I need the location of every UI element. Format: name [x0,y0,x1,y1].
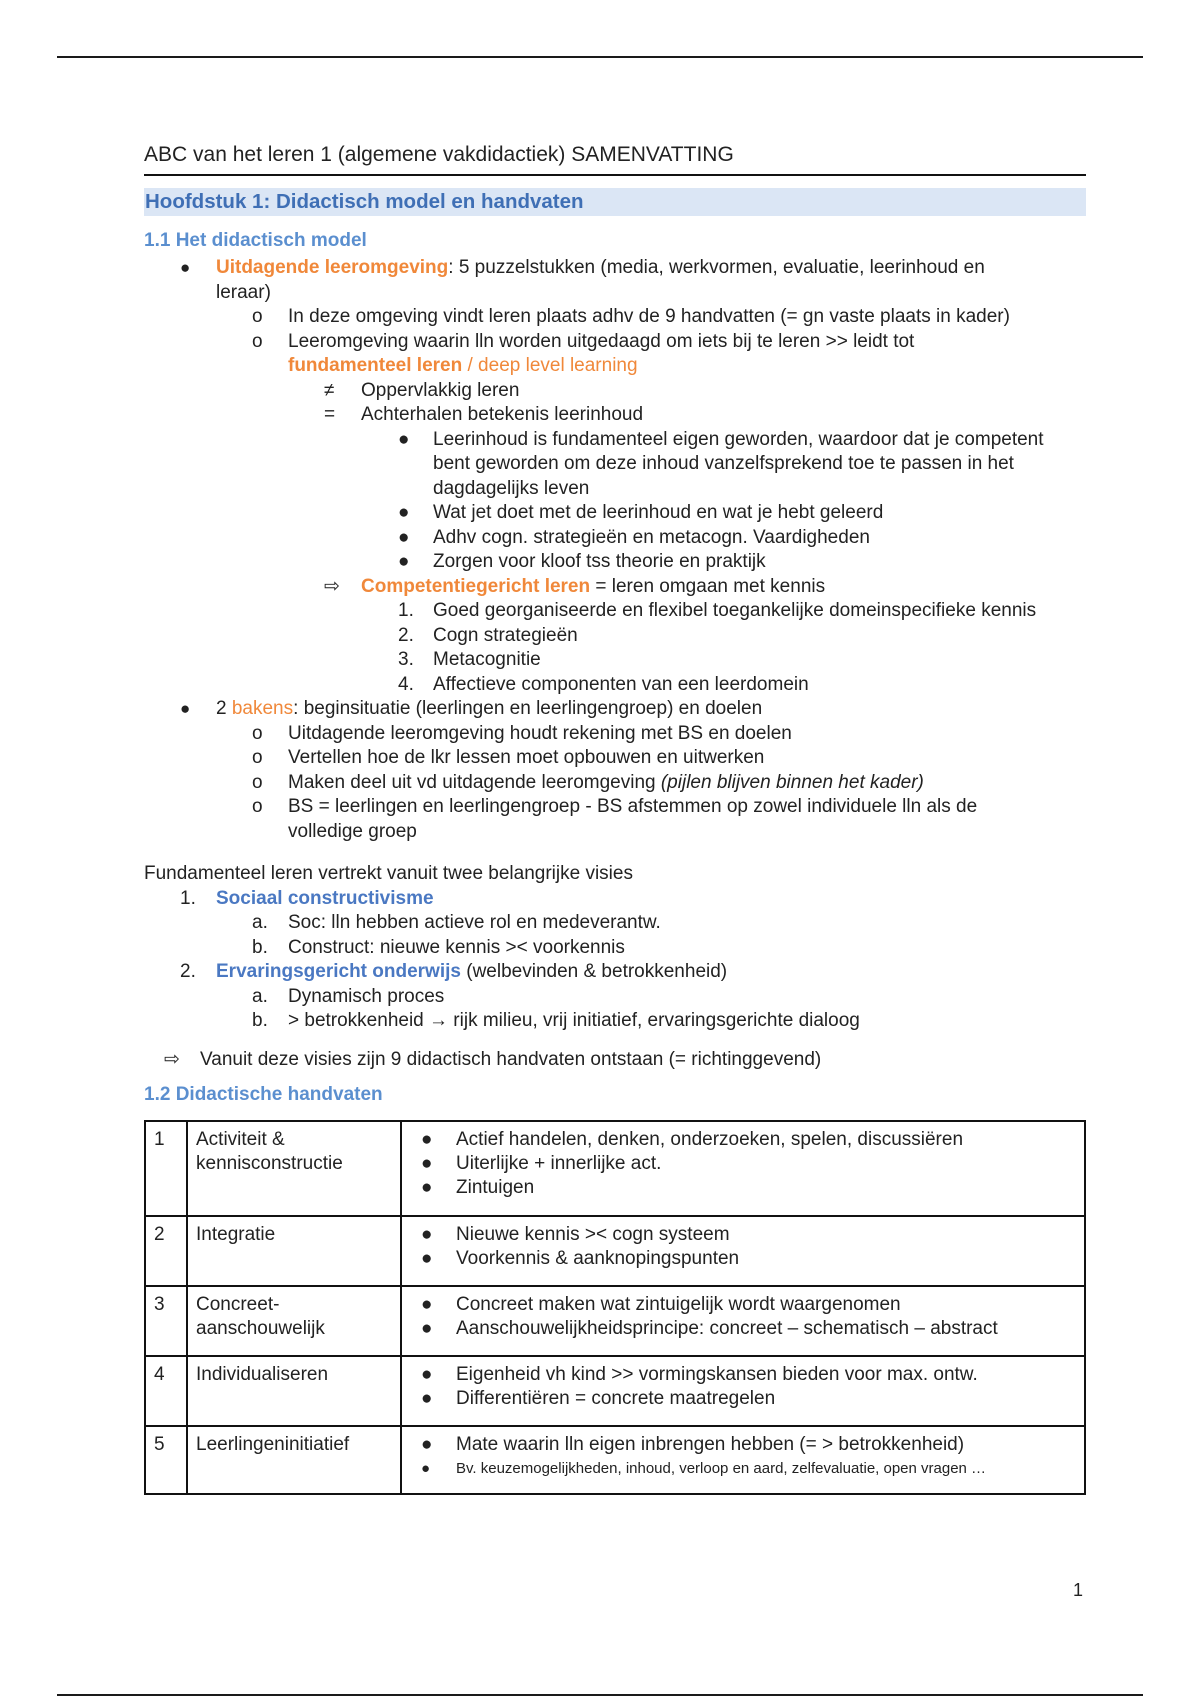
row-number: 4 [145,1356,187,1426]
row-points [401,1286,1085,1356]
item-text: rijk milieu, vrij initiatief, ervaringsgerichte dialoog [448,1010,860,1031]
list-item: ● Mate waarin lln eigen inbrengen hebben (= > betrokkenheid) [421,1434,965,1455]
visies-intro: Fundamenteel leren vertrekt vanuit twee belangrijke visies [144,863,633,884]
table-row [145,1216,1085,1286]
row-points [401,1121,1085,1216]
page-number: 1 [1073,1580,1084,1600]
sub-item-text: Vertellen hoe de lkr lessen moet opbouwen en uitwerken [288,747,765,768]
equal-sub-bullet [144,550,1086,575]
term-uitdagende-leeromgeving: Uitdagende leeromgeving [216,257,449,278]
number-marker: 1. [398,600,414,621]
row-name: Activiteit & kennisconstructie [187,1121,401,1216]
item-text: 2 [216,698,232,719]
equal-item [144,403,1086,428]
row-points [401,1356,1085,1426]
visie-1 [144,887,1086,912]
item-text: Construct: nieuwe kennis >< voorkennis [288,936,625,958]
table-row [145,1286,1085,1356]
bullet-marker: ● [180,258,191,277]
sub-item [144,722,1086,747]
number-marker: 1. [180,887,196,909]
top-rule [57,56,1143,58]
conclusion-text: Vanuit deze visies zijn 9 didactisch handvaten ontstaan (= richtinggevend) [200,1048,822,1070]
sub-item-text: In deze omgeving vindt leren plaats adhv de 9 handvatten (= gn vaste plaats in kader) [288,306,1010,327]
list-item: ● Differentiëren = concrete maatregelen [421,1388,776,1409]
term-competentiegericht-leren: Competentiegericht leren [361,575,591,597]
arrow-right-icon: ⇨ [164,1048,180,1070]
not-equal-item [144,379,1086,404]
list-item: ● Nieuwe kennis >< cogn systeem [421,1224,730,1245]
sub-item [144,795,1086,844]
number-marker: 2. [398,624,414,646]
item-text: Cogn strategieën [433,624,578,646]
row-name: Concreet-aanschouwelijk [187,1286,401,1356]
sub-item [144,771,1086,796]
item-text: > betrokkenheid [288,1010,430,1031]
document-page [144,138,1086,1495]
row-points [401,1426,1085,1494]
arrow-item-competentiegericht [144,575,1086,600]
arrow-right-icon: ⇨ [324,575,340,597]
table-row [145,1426,1085,1494]
chapter-heading: Hoofdstuk 1: Didactisch model en handvaten [144,188,1086,216]
circle-marker: o [252,330,263,352]
bullet-marker: ● [398,551,410,572]
sub-item [144,746,1086,771]
visie-sub-item [144,1009,1086,1034]
arrow-right-icon: → [429,1010,449,1031]
equal-marker: = [324,404,336,425]
visie-sub-item [144,936,1086,961]
section-heading-1-1: 1.1 Het didactisch model [144,230,367,251]
sub-item-text: Leeromgeving waarin lln worden uitgedaagd om iets bij te leren >> leidt tot [288,330,915,352]
list-item: ● Aanschouwelijkheidsprincipe: concreet – schematisch – abstract [421,1318,998,1339]
bullet-bakens [144,697,1086,722]
equal-sub-bullet [144,501,1086,526]
row-points [401,1216,1085,1286]
equal-sub-bullet [144,428,1086,502]
document-title: ABC van het leren 1 (algemene vakdidactiek) SAMENVATTING [144,138,1086,176]
list-item: ● Actief handelen, denken, onderzoeken, spelen, discussiëren [421,1129,964,1150]
numbered-item [144,673,1086,698]
table-row [145,1121,1085,1216]
handvaten-table [144,1120,1086,1495]
list-item: ● Voorkennis & aanknopingspunten [421,1248,740,1269]
letter-marker: b. [252,1010,268,1031]
sub-item-text: volledige groep [288,820,417,842]
sub-item-text: BS = leerlingen en leerlingengroep - BS afstemmen op zowel individuele lln als de [288,796,978,817]
sub-item-note: (pijlen blijven binnen het kader) [660,771,924,793]
item-text: : beginsituatie (leerlingen en leerlingengroep) en doelen [293,698,763,719]
sub-item-text: Uitdagende leeromgeving houdt rekening met BS en doelen [288,722,792,744]
visie-sub-item [144,911,1086,936]
visie-2 [144,960,1086,985]
term-deep-level-learning: / deep level learning [462,355,638,376]
bullet-marker: ● [180,699,191,718]
row-name: Leerlingeninitiatief [187,1426,401,1494]
table-row [145,1356,1085,1426]
row-number: 2 [145,1216,187,1286]
list-item: ● Concreet maken wat zintuigelijk wordt waargenomen [421,1294,901,1315]
bullet-uitdagende-leeromgeving [144,256,1086,305]
circle-marker: o [252,722,263,744]
number-marker: 4. [398,673,414,695]
item-text: Oppervlakkig leren [361,379,520,401]
row-number: 3 [145,1286,187,1356]
item-text: Goed georganiseerde en flexibel toegankelijke domeinspecifieke kennis [433,600,1037,621]
term-fundamenteel-leren: fundamenteel leren [288,355,463,376]
circle-marker: o [252,306,263,327]
sub-item [144,330,1086,379]
row-number: 1 [145,1121,187,1216]
term-sociaal-constructivisme: Sociaal constructivisme [216,887,434,909]
letter-marker: a. [252,912,268,933]
bullet-text: : 5 puzzelstukken (media, werkvormen, evaluatie, leerinhoud en [448,257,985,278]
list-item: ● Bv. keuzemogelijkheden, inhoud, verloop en aard, zelfevaluatie, open vragen … [421,1460,987,1477]
term-ervaringsgericht-onderwijs: Ervaringsgericht onderwijs [216,961,461,982]
item-text: bent geworden om deze inhoud vanzelfsprekend toe te passen in het [433,453,1014,474]
list-item: ● Eigenheid vh kind >> vormingskansen bieden voor max. ontw. [421,1364,978,1385]
section-heading-1-2: 1.2 Didactische handvaten [144,1084,383,1105]
conclusion [144,1048,1086,1073]
row-name: Individualiseren [187,1356,401,1426]
bullet-text-wrap: leraar) [216,281,271,303]
numbered-item [144,599,1086,624]
number-marker: 3. [398,649,414,670]
item-text: Affectieve componenten van een leerdomein [433,673,809,695]
item-text: Leerinhoud is fundamenteel eigen geworden, waardoor dat je competent [433,428,1044,450]
list-item: ● Zintuigen [421,1177,535,1198]
item-text: Dynamisch proces [288,985,445,1007]
bullet-marker: ● [398,428,410,450]
item-text: Metacognitie [433,649,541,670]
letter-marker: b. [252,936,268,958]
number-marker: 2. [180,961,196,982]
bullet-marker: ● [398,502,410,523]
row-number: 5 [145,1426,187,1494]
numbered-item [144,648,1086,673]
item-text: (welbevinden & betrokkenheid) [460,961,728,982]
sub-item [144,305,1086,330]
item-text: Wat jet doet met de leerinhoud en wat je hebt geleerd [433,502,884,523]
sub-item-text: Maken deel uit vd uitdagende leeromgeving [288,771,661,793]
letter-marker: a. [252,985,268,1007]
row-name: Integratie [187,1216,401,1286]
bullet-marker: ● [398,526,410,548]
list-item: ● Uiterlijke + innerlijke act. [421,1153,662,1174]
visie-sub-item [144,985,1086,1010]
item-text: Soc: lln hebben actieve rol en medeverantw. [288,912,661,933]
circle-marker: o [252,771,263,793]
bottom-rule [57,1694,1143,1696]
item-text: Adhv cogn. strategieën en metacogn. Vaardigheden [433,526,870,548]
not-equal-marker: ≠ [324,379,335,401]
circle-marker: o [252,747,263,768]
circle-marker: o [252,796,263,817]
numbered-item [144,624,1086,649]
equal-sub-bullet [144,526,1086,551]
item-text: dagdagelijks leven [433,477,590,499]
item-text: Zorgen voor kloof tss theorie en praktijk [433,551,766,572]
term-bakens: bakens [231,698,294,719]
item-text: = leren omgaan met kennis [590,575,826,597]
item-text: Achterhalen betekenis leerinhoud [361,404,644,425]
